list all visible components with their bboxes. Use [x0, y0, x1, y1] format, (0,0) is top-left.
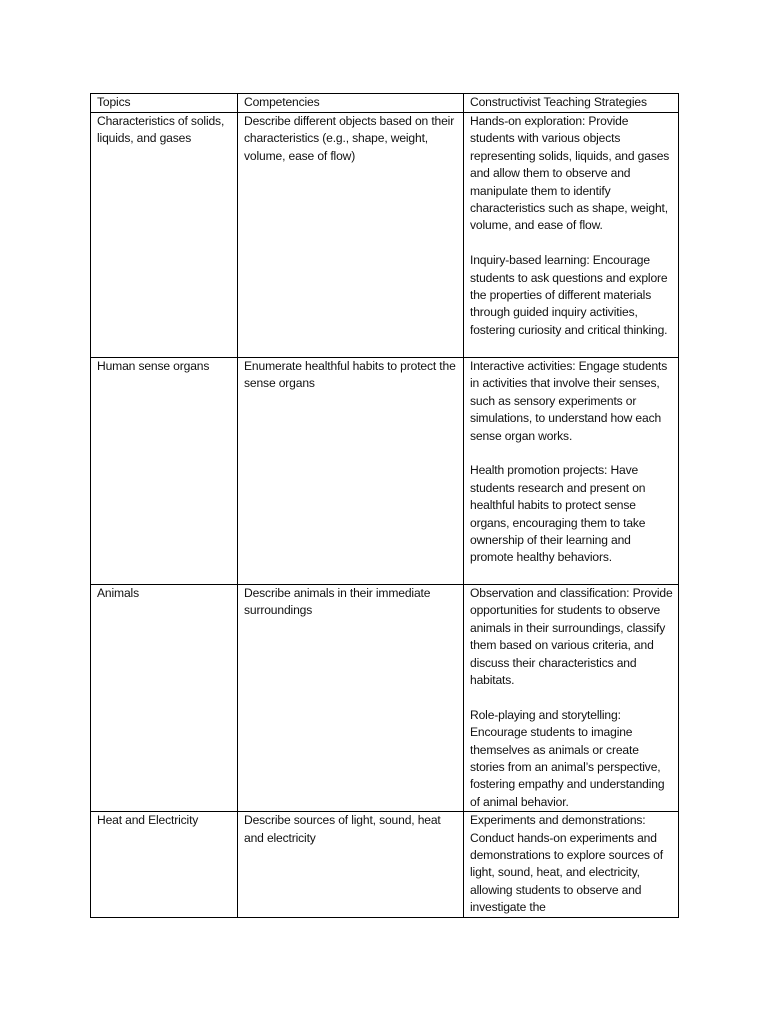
- strategy-paragraph: Interactive activities: Engage students in activities that involve their senses, such as sensory experiments or simulations, to understand how each sense organ works.: [470, 359, 668, 443]
- strategy-paragraph: Role-playing and storytelling: Encourage students to imagine themselves as animals or create stories from an animal’s perspective, fostering empathy and understanding of animal behavior.: [470, 707, 665, 809]
- header-competencies: Competencies: [238, 94, 464, 113]
- strategy-paragraph: Experiments and demonstrations: Conduct hands-on experiments and demonstrations to explore sources of light, sound, heat, and electricity, allowing students to observe and investigate the: [470, 813, 663, 915]
- competency-cell: Enumerate healthful habits to protect the sense organs: [238, 358, 464, 585]
- strategies-cell: [464, 358, 679, 585]
- strategies-cell: [464, 113, 679, 358]
- strategy-paragraph: Health promotion projects: Have students research and present on healthful habits to protect sense organs, encouraging them to take ownership of their learning and promote healthy behaviors.: [470, 463, 646, 565]
- header-topics: Topics: [91, 94, 238, 113]
- table-row: [91, 358, 679, 585]
- topic-cell: Heat and Electricity: [91, 812, 238, 917]
- strategy-paragraph: Inquiry-based learning: Encourage students to ask questions and explore the properties of different materials through guided inquiry activities, fostering curiosity and critical thinking.: [470, 253, 668, 337]
- competency-cell: Describe animals in their immediate surroundings: [238, 585, 464, 812]
- competency-cell: Describe different objects based on their characteristics (e.g., shape, weight, volume, ease of flow): [238, 113, 464, 358]
- strategy-paragraph: Observation and classification: Provide opportunities for students to observe animals in their surroundings, classify them based on various criteria, and discuss their characteristics and habitats.: [470, 586, 673, 688]
- topic-cell: Human sense organs: [91, 358, 238, 585]
- table-row: [91, 812, 679, 917]
- table-row: [91, 585, 679, 812]
- table-header-row: [91, 94, 679, 113]
- strategies-cell: [464, 812, 679, 917]
- table-row: [91, 113, 679, 358]
- curriculum-table: [90, 93, 679, 918]
- strategy-paragraph: Hands-on exploration: Provide students with various objects representing solids, liquids, and gases and allow them to observe and manipulate them to identify characteristics such as shape, weight, volume, and ease of flow.: [470, 114, 670, 233]
- competency-cell: Describe sources of light, sound, heat and electricity: [238, 812, 464, 917]
- header-strategies: Constructivist Teaching Strategies: [464, 94, 679, 113]
- topic-cell: Animals: [91, 585, 238, 812]
- topic-cell: Characteristics of solids, liquids, and gases: [91, 113, 238, 358]
- strategies-cell: [464, 585, 679, 812]
